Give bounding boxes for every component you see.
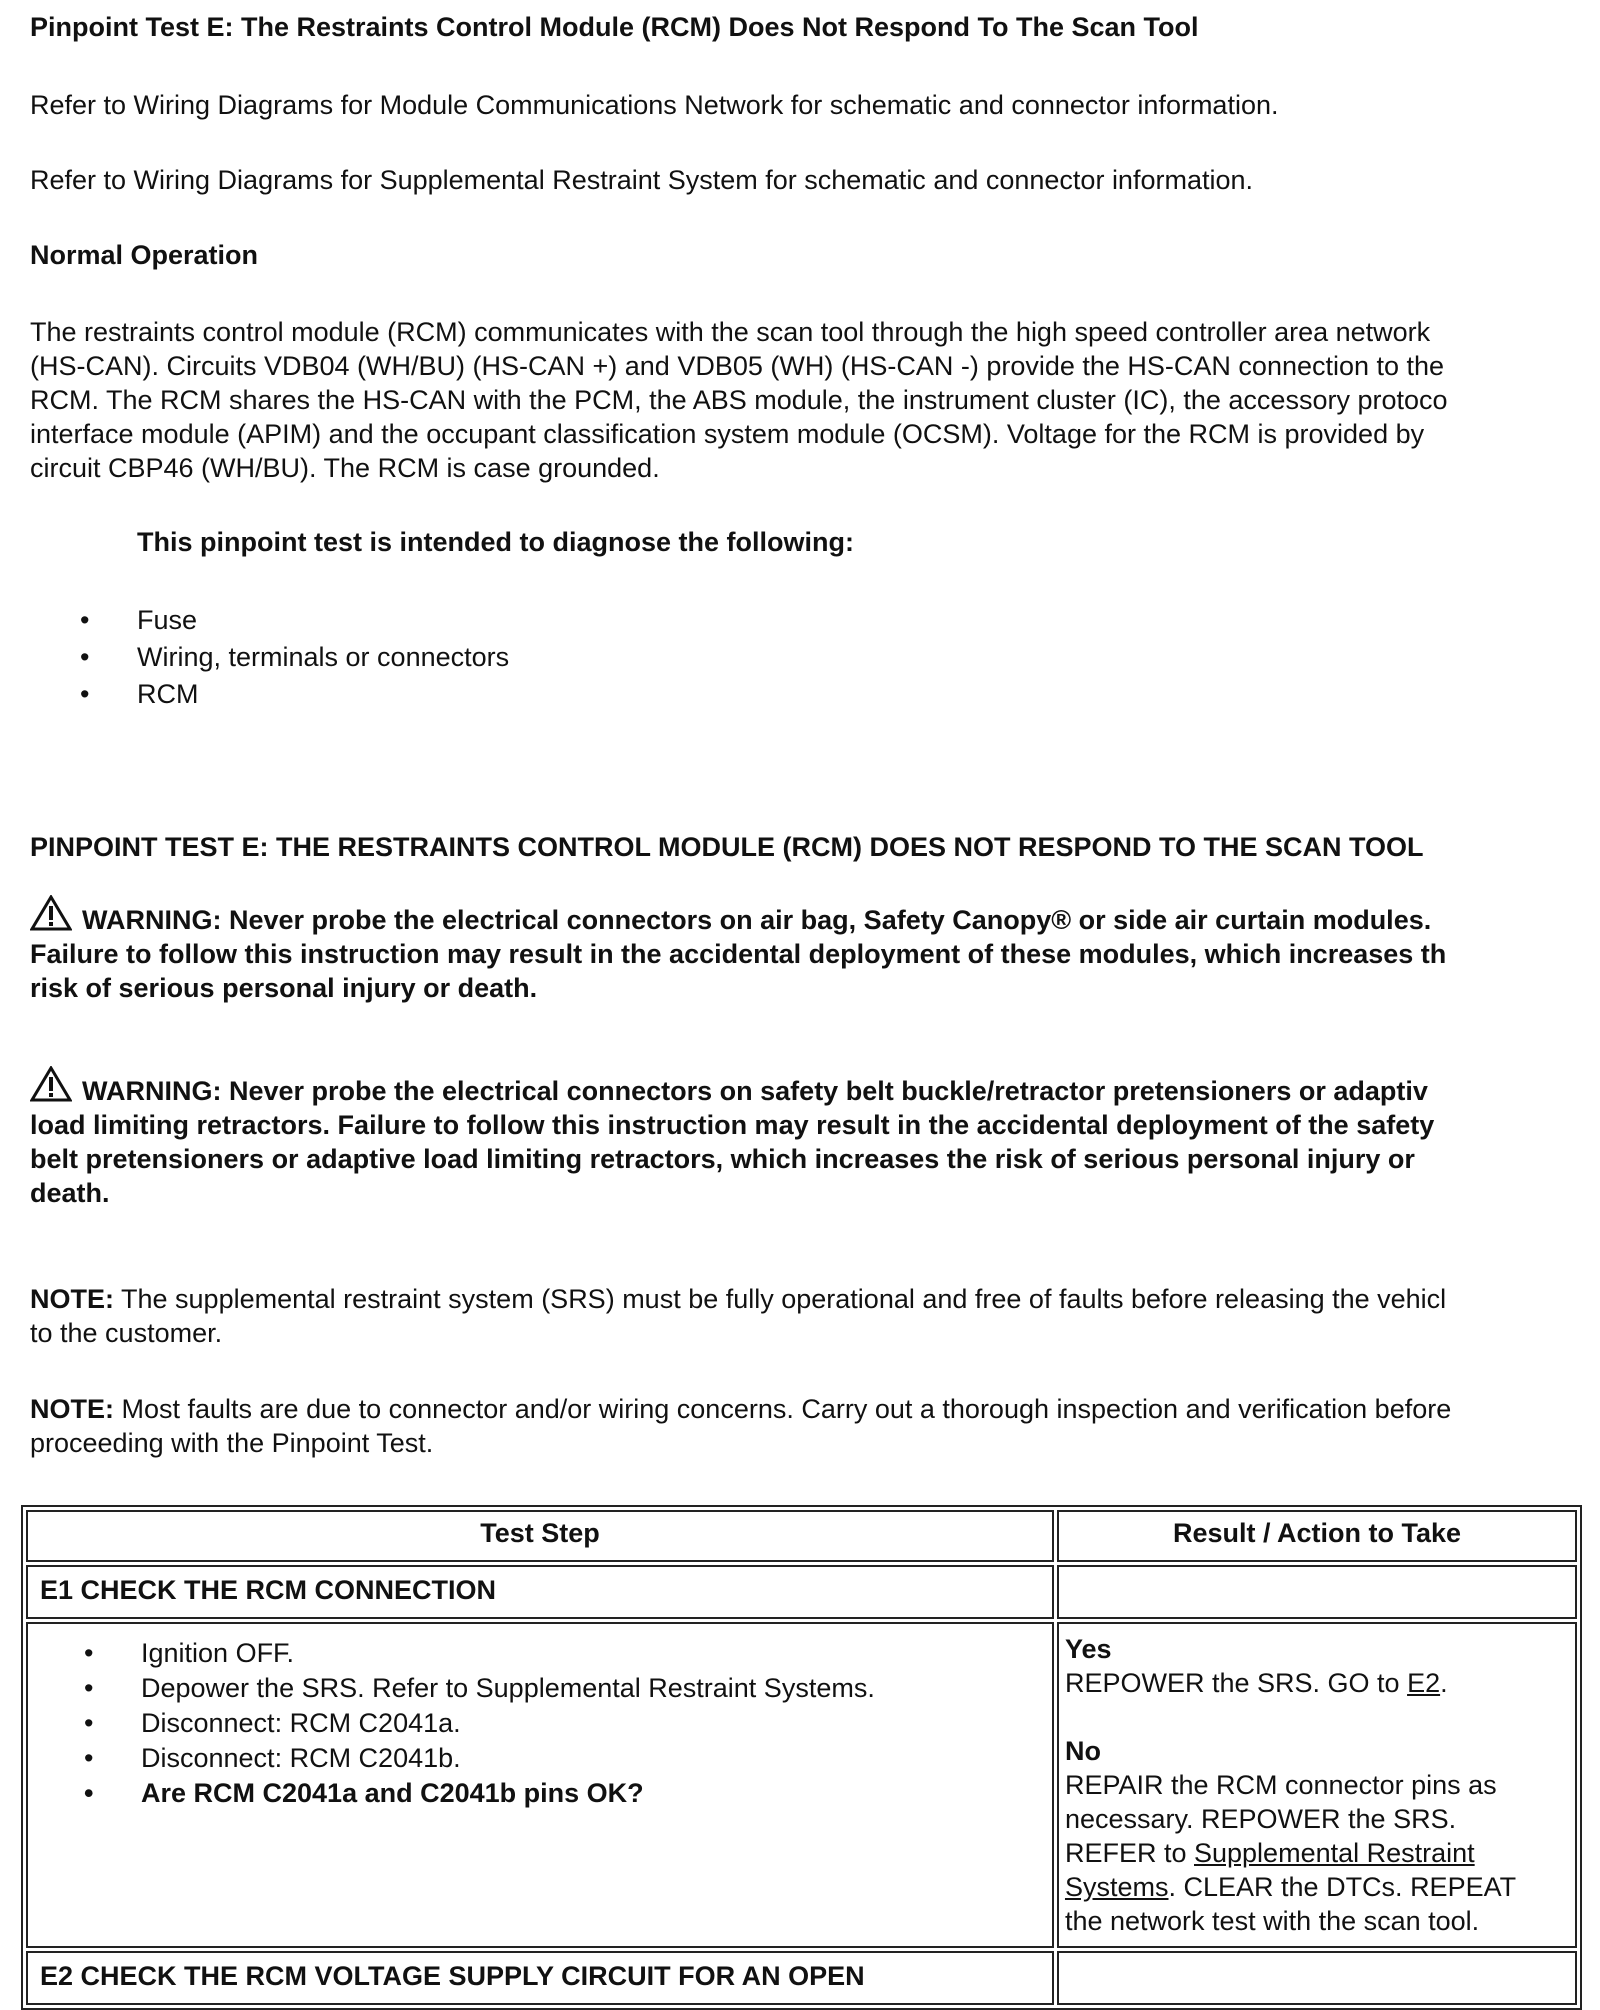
list-item: • Wiring, terminals or connectors xyxy=(30,639,509,676)
reference-network-diagrams: Refer to Wiring Diagrams for Module Communications Network for schematic and connector information. xyxy=(30,90,1279,120)
diagnose-list xyxy=(30,602,509,713)
punctuation: . xyxy=(1440,1668,1448,1698)
warning-block-pretensioner xyxy=(30,1066,1600,1210)
warning-line: belt pretensioners or adaptive load limiting retractors, which increases the risk of serious personal injury or xyxy=(30,1144,1415,1174)
result-no-label: No xyxy=(1064,1736,1101,1766)
step-e1-question: • Are RCM C2041a and C2041b pins OK? xyxy=(34,1776,1046,1811)
paragraph-line: The restraints control module (RCM) communicates with the scan tool through the high speed controller area network xyxy=(30,317,1431,347)
result-no-text: REFER to xyxy=(1064,1838,1194,1868)
warning-line: WARNING: Never probe the electrical connectors on air bag, Safety Canopy® or side air curtain modules. xyxy=(82,905,1432,935)
note-label: NOTE: xyxy=(30,1394,114,1424)
step-heading-e1: E1 CHECK THE RCM CONNECTION xyxy=(26,1565,1054,1619)
reference-srs-diagrams: Refer to Wiring Diagrams for Supplemental Restraint System for schematic and connector information. xyxy=(30,165,1254,195)
warning-triangle-icon xyxy=(30,1066,72,1102)
step-heading-e2: E2 CHECK THE RCM VOLTAGE SUPPLY CIRCUIT FOR AN OPEN xyxy=(26,1951,1054,2005)
result-no-text: . CLEAR the DTCs. REPEAT xyxy=(1168,1872,1517,1902)
diagnose-heading: This pinpoint test is intended to diagnose the following: xyxy=(137,527,854,557)
list-item: • RCM xyxy=(30,676,509,713)
step-e1-result xyxy=(1057,1622,1577,1948)
paragraph-line: (HS-CAN). Circuits VDB04 (WH/BU) (HS-CAN +) and VDB05 (WH) (HS-CAN -) provide the HS-CAN connection to the xyxy=(30,351,1445,381)
goto-e2-link[interactable]: E2 xyxy=(1407,1668,1441,1698)
list-item: • Disconnect: RCM C2041b. xyxy=(34,1741,1046,1776)
warning-line: load limiting retractors. Failure to follow this instruction may result in the accidental deployment of the safety xyxy=(30,1110,1435,1140)
srs-link-part2[interactable]: Systems xyxy=(1064,1872,1169,1902)
normal-operation-heading: Normal Operation xyxy=(30,240,259,270)
page-title: Pinpoint Test E: The Restraints Control Module (RCM) Does Not Respond To The Scan Tool xyxy=(30,12,1199,42)
list-item: • Fuse xyxy=(30,602,509,639)
empty-cell xyxy=(1057,1565,1577,1619)
column-header-test-step: Test Step xyxy=(26,1510,1054,1562)
pinpoint-test-caps-title: PINPOINT TEST E: THE RESTRAINTS CONTROL MODULE (RCM) DOES NOT RESPOND TO THE SCAN TOOL xyxy=(30,832,1424,862)
column-header-result: Result / Action to Take xyxy=(1057,1510,1577,1562)
spacer xyxy=(1065,1700,1569,1734)
table-header-row xyxy=(26,1510,1577,1562)
step-e1-body xyxy=(26,1622,1054,1948)
warning-triangle-icon xyxy=(30,895,72,931)
warning-block-airbag xyxy=(30,895,1600,1005)
result-yes-text: REPOWER the SRS. GO to xyxy=(1064,1668,1408,1698)
paragraph-line: interface module (APIM) and the occupant classification system module (OCSM). Voltage for the RCM is provided by xyxy=(30,419,1425,449)
paragraph-line: RCM. The RCM shares the HS-CAN with the PCM, the ABS module, the instrument cluster (IC), the accessory protoco xyxy=(30,385,1448,415)
warning-line: Failure to follow this instruction may result in the accidental deployment of these modules, which increases th xyxy=(30,939,1447,969)
warning-line: risk of serious personal injury or death. xyxy=(30,973,538,1003)
note-text: proceeding with the Pinpoint Test. xyxy=(30,1428,434,1458)
note-connector-concerns xyxy=(30,1392,1600,1460)
result-yes-label: Yes xyxy=(1064,1634,1112,1664)
result-no-text: REPAIR the RCM connector pins as xyxy=(1064,1770,1497,1800)
note-text: to the customer. xyxy=(30,1318,223,1348)
table-row xyxy=(26,1622,1577,1948)
note-text: The supplemental restraint system (SRS) must be fully operational and free of faults before releasing the vehicl xyxy=(114,1284,1447,1314)
table-row xyxy=(26,1565,1577,1619)
table-row xyxy=(26,1951,1577,2005)
list-item: • Depower the SRS. Refer to Supplemental Restraint Systems. xyxy=(34,1671,1046,1706)
result-no-text: the network test with the scan tool. xyxy=(1064,1906,1480,1936)
step-e1-list xyxy=(34,1636,1046,1811)
pinpoint-test-table xyxy=(21,1505,1582,2010)
note-srs-operational xyxy=(30,1282,1600,1350)
note-text: Most faults are due to connector and/or wiring concerns. Carry out a thorough inspection and verification before xyxy=(114,1394,1452,1424)
srs-link-part1[interactable]: Supplemental Restraint xyxy=(1194,1838,1475,1868)
empty-cell xyxy=(1057,1951,1577,2005)
result-no-text: necessary. REPOWER the SRS. xyxy=(1064,1804,1457,1834)
list-item: • Ignition OFF. xyxy=(34,1636,1046,1671)
warning-line: WARNING: Never probe the electrical connectors on safety belt buckle/retractor pretensioners or adaptiv xyxy=(82,1076,1428,1106)
paragraph-line: circuit CBP46 (WH/BU). The RCM is case grounded. xyxy=(30,453,660,483)
list-item: • Disconnect: RCM C2041a. xyxy=(34,1706,1046,1741)
warning-line: death. xyxy=(30,1178,110,1208)
note-label: NOTE: xyxy=(30,1284,114,1314)
normal-operation-paragraph xyxy=(30,315,1600,485)
